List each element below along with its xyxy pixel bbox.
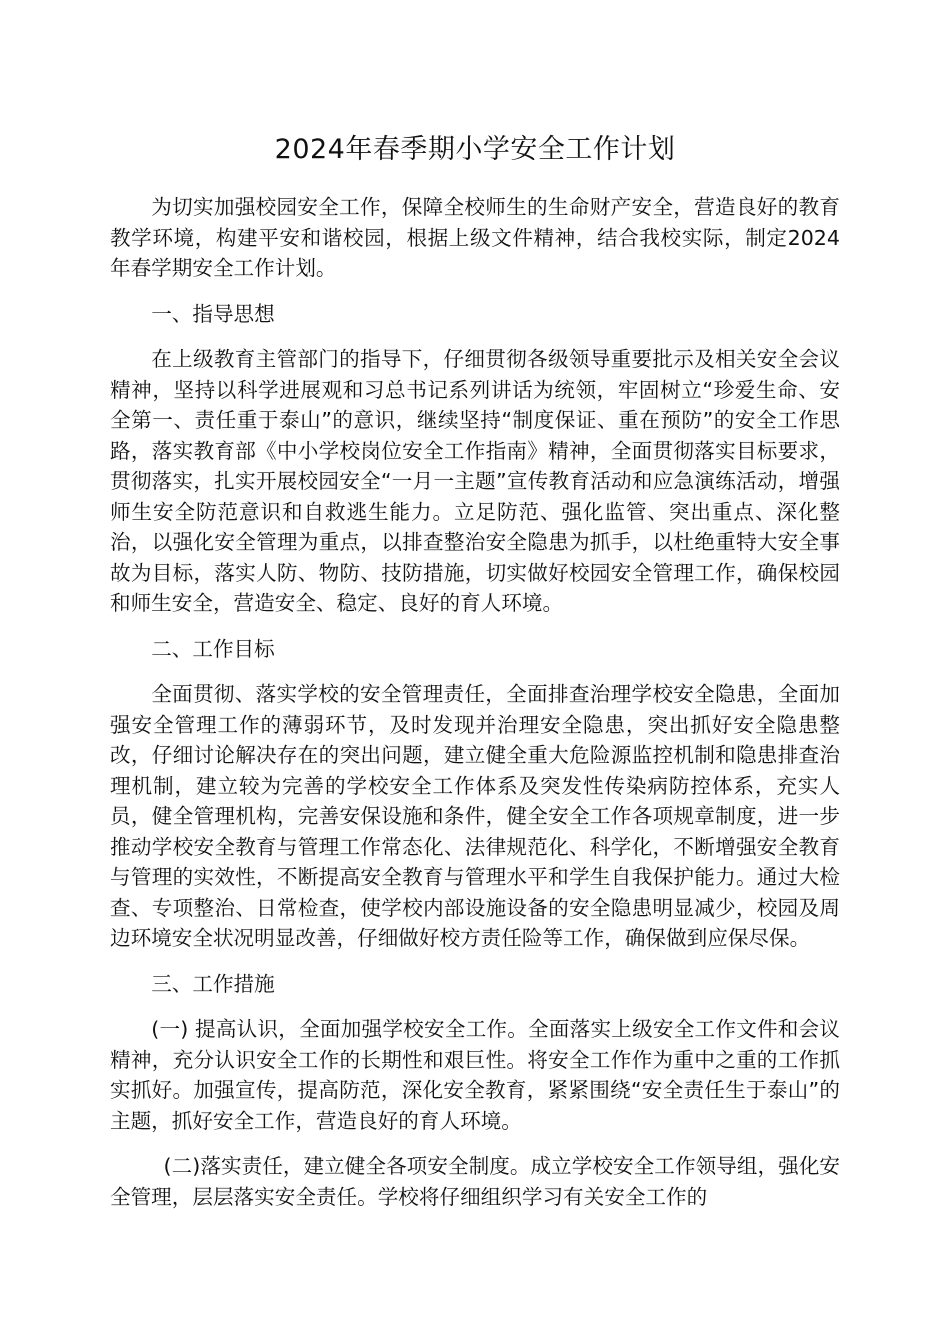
section-paragraph-guiding-ideology: 在上级教育主管部门的指导下，仔细贯彻各级领导重要批示及相关安全会议精神，坚持以科学进展观和习总书记系列讲话为统领，牢固树立“珍爱生命、安全第一、责任重于泰山”的意识，继续坚持“制度保证、重在预防”的安全工作思路，落实教育部《中小学校岗位安全工作指南》精神，全面贯彻落实目标要求，贯彻落实，扎实开展校园安全“一月一主题”宣传教育活动和应急演练活动，增强师生安全防范意识和自救逃生能力。立足防范、强化监管、突出重点、深化整治，以强化安全管理为重点，以排查整治安全隐患为抓手，以杜绝重特大安全事故为目标，落实人防、物防、技防措施，切实做好校园安全管理工作，确保校园和师生安全，营造安全、稳定、良好的育人环境。	[110, 347, 840, 615]
section-heading-guiding-ideology: 一、指导思想	[151, 301, 275, 326]
measure-item-1: (一) 提高认识，全面加强学校安全工作。全面落实上级安全工作文件和会议精神，充分认识安全工作的长期性和艰巨性。将安全工作作为重中之重的工作抓实抓好。加强宣传，提高防范，深化安全教育，紧紧围绕“安全责任生于泰山”的主题，抓好安全工作，营造良好的育人环境。	[110, 1017, 840, 1133]
document-body	[110, 192, 840, 1227]
measure-item-2: (二)落实责任，建立健全各项安全制度。成立学校安全工作领导组，强化安全管理，层层落实安全责任。学校将仔细组织学习有关安全工作的	[110, 1154, 840, 1209]
section-heading-work-measures: 三、工作措施	[151, 971, 275, 996]
section-paragraph-work-goals: 全面贯彻、落实学校的安全管理责任，全面排查治理学校安全隐患，全面加强安全管理工作的薄弱环节，及时发现并治理安全隐患，突出抓好安全隐患整改，仔细讨论解决存在的突出问题，建立健全重大危险源监控机制和隐患排查治理机制，建立较为完善的学校安全工作体系及突发性传染病防控体系，充实人员，健全管理机构，完善安保设施和条件，健全安全工作各项规章制度，进一步推动学校安全教育与管理工作常态化、法律规范化、科学化，不断增强安全教育与管理的实效性，不断提高安全教育与管理水平和学生自我保护能力。通过大检查、专项整治、日常检查，使学校内部设施设备的安全隐患明显减少，校园及周边环境安全状况明显改善，仔细做好校方责任险等工作，确保做到应保尽保。	[110, 682, 840, 950]
intro-paragraph: 为切实加强校园安全工作，保障全校师生的生命财产安全，营造良好的教育教学环境，构建平安和谐校园，根据上级文件精神，结合我校实际，制定2024年春学期安全工作计划。	[110, 195, 840, 280]
page-title: 2024年春季期小学安全工作计划	[274, 134, 676, 165]
section-heading-work-goals: 二、工作目标	[151, 636, 275, 661]
